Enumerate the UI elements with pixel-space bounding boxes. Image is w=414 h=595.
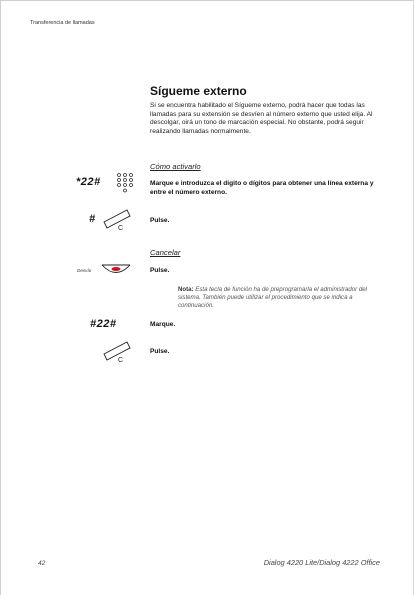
- note-text: Esta tecla de función ha de preprogramarla el administrador del sistema. También puede utilizar el procedimiento que se indica a continuación.: [178, 286, 368, 310]
- section-heading-activate: Cómo activarlo: [150, 162, 201, 171]
- step-press-3: Pulse.: [150, 348, 170, 355]
- clear-key-letter-2: C: [118, 357, 124, 363]
- page-border-left: [0, 0, 1, 595]
- clear-key-icon-2: [101, 339, 133, 363]
- page-title: Sígueme externo: [150, 84, 247, 98]
- clear-key-letter: C: [118, 225, 124, 231]
- intro-paragraph: Si se encuentra habilitado el Sígueme externo, podrá hacer que todas las llamadas para su extensión se desvíen al número externo que usted elija. Al descolgar, oirá un tono de marcación especial. No obstante, podrá seguir realizando llamadas normalmente.: [150, 102, 373, 135]
- step-press-2: Pulse.: [150, 267, 170, 274]
- step-press-1: Pulse.: [150, 217, 170, 224]
- cancel-code: #22#: [90, 318, 117, 330]
- running-header: Transferencia de llamadas: [30, 20, 95, 26]
- hash-code: #: [89, 213, 96, 225]
- desvio-key-icon: [100, 262, 132, 278]
- note-block: [178, 286, 378, 311]
- page-number: 42: [38, 560, 46, 567]
- note-label: Nota:: [178, 286, 194, 293]
- section-heading-cancel: Cancelar: [150, 248, 181, 257]
- activate-code: *22#: [76, 176, 101, 188]
- desvio-key-label: Desvío: [77, 268, 92, 273]
- footer-doc-title: Dialog 4220 Lite/Dialog 4222 Office: [263, 558, 380, 567]
- step-dial-external: Marque e introduzca el dígito o dígitos para obtener una línea externa y entre el número externo.: [150, 180, 374, 196]
- step-dial: Marque.: [150, 321, 176, 328]
- keypad-icon: [116, 172, 134, 194]
- page-border-top: [0, 0, 414, 1]
- desvio-led: [112, 267, 121, 271]
- clear-key-icon: [101, 207, 133, 231]
